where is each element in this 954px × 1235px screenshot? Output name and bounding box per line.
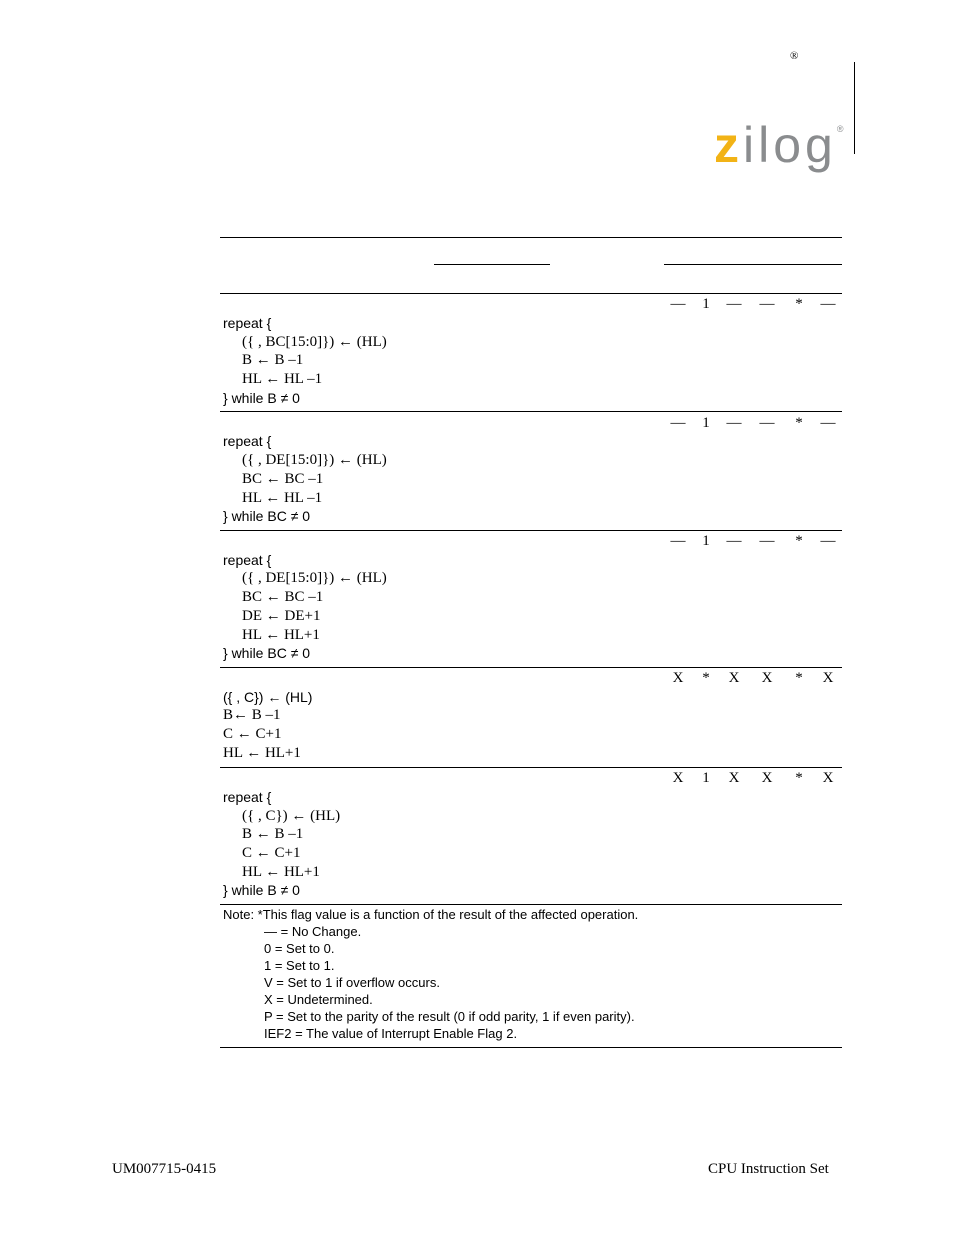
logo-letters: ilog bbox=[743, 117, 837, 173]
flag-cell: * bbox=[702, 670, 710, 686]
flag-cell: — bbox=[759, 533, 775, 549]
note-intro: Note: *This flag value is a function of the result of the affected operation. bbox=[223, 907, 639, 922]
operation-line: B ← B –1 bbox=[242, 826, 304, 842]
flag-cell: — bbox=[759, 415, 775, 431]
flag-cell: — bbox=[726, 296, 742, 312]
operation-line: ({ , DE[15:0]}) ← (HL) bbox=[242, 570, 387, 586]
flag-cell: 1 bbox=[702, 415, 710, 431]
operation-line: BC ← BC –1 bbox=[242, 471, 324, 487]
flag-cell: — bbox=[670, 296, 686, 312]
operation-line: repeat { bbox=[223, 315, 272, 331]
operation-line: HL ← HL –1 bbox=[242, 371, 323, 387]
flag-cell: X bbox=[728, 770, 740, 786]
operation-line: HL ← HL+1 bbox=[223, 745, 301, 761]
flag-cell: 1 bbox=[702, 770, 710, 786]
note-item: IEF2 = The value of Interrupt Enable Flag 2. bbox=[264, 1026, 518, 1041]
flag-cell: * bbox=[795, 533, 803, 549]
flag-cell: 1 bbox=[702, 296, 710, 312]
operation-line: C ← C+1 bbox=[223, 726, 282, 742]
operation-line: ({ , C}) ← (HL) bbox=[242, 808, 341, 824]
operation-line: ({ , DE[15:0]}) ← (HL) bbox=[242, 452, 387, 468]
flag-cell: X bbox=[761, 770, 773, 786]
row-divider bbox=[220, 767, 842, 768]
table-header-subrule-left bbox=[434, 264, 550, 265]
flag-cell: — bbox=[820, 533, 836, 549]
flag-cell: — bbox=[726, 415, 742, 431]
flag-cell: X bbox=[761, 670, 773, 686]
flag-cell: * bbox=[795, 670, 803, 686]
operation-line: B← B –1 bbox=[223, 707, 281, 723]
header-divider bbox=[854, 62, 855, 154]
flag-cell: * bbox=[795, 770, 803, 786]
row-divider bbox=[220, 667, 842, 668]
row-divider bbox=[220, 530, 842, 531]
flag-cell: — bbox=[670, 533, 686, 549]
row-divider bbox=[220, 904, 842, 905]
operation-line: repeat { bbox=[223, 433, 272, 449]
logo-letter-z: z bbox=[714, 117, 743, 173]
note-item: V = Set to 1 if overflow occurs. bbox=[264, 975, 440, 990]
flag-cell: — bbox=[726, 533, 742, 549]
flag-cell: X bbox=[822, 770, 834, 786]
footer-doc-number: UM007715-0415 bbox=[112, 1161, 217, 1177]
note-item: — = No Change. bbox=[264, 924, 362, 939]
note-item: X = Undetermined. bbox=[264, 992, 373, 1007]
operation-line: B ← B –1 bbox=[242, 352, 304, 368]
note-item: P = Set to the parity of the result (0 if odd parity, 1 if even parity). bbox=[264, 1009, 635, 1024]
flag-cell: — bbox=[820, 415, 836, 431]
table-top-rule bbox=[220, 237, 842, 238]
note-item: 1 = Set to 1. bbox=[264, 958, 335, 973]
operation-line: } while B ≠ 0 bbox=[223, 882, 300, 898]
operation-line: } while B ≠ 0 bbox=[223, 390, 300, 406]
registered-mark: ® bbox=[790, 50, 799, 62]
flag-cell: X bbox=[822, 670, 834, 686]
operation-line: } while BC ≠ 0 bbox=[223, 645, 311, 661]
operation-line: DE ← DE+1 bbox=[242, 608, 321, 624]
flag-cell: 1 bbox=[702, 533, 710, 549]
note-item: 0 = Set to 0. bbox=[264, 941, 335, 956]
table-header-subrule-right bbox=[664, 264, 842, 265]
operation-line: ({ , BC[15:0]}) ← (HL) bbox=[242, 334, 387, 350]
operation-line: HL ← HL+1 bbox=[242, 864, 320, 880]
flag-cell: X bbox=[672, 770, 684, 786]
footer-section-title: CPU Instruction Set bbox=[708, 1161, 829, 1177]
flag-cell: — bbox=[759, 296, 775, 312]
row-divider bbox=[220, 411, 842, 412]
flag-cell: X bbox=[672, 670, 684, 686]
flag-cell: * bbox=[795, 296, 803, 312]
logo-trademark: ® bbox=[836, 124, 844, 134]
operation-line: } while BC ≠ 0 bbox=[223, 508, 311, 524]
zilog-logo bbox=[714, 104, 844, 173]
operation-line: ({ , C}) ← (HL) bbox=[223, 689, 313, 705]
operation-line: HL ← HL –1 bbox=[242, 490, 323, 506]
table-bottom-rule bbox=[220, 1047, 842, 1048]
operation-line: BC ← BC –1 bbox=[242, 589, 324, 605]
operation-line: HL ← HL+1 bbox=[242, 627, 320, 643]
flag-cell: — bbox=[820, 296, 836, 312]
operation-line: C ← C+1 bbox=[242, 845, 301, 861]
table-header-bottom-rule bbox=[220, 293, 842, 294]
operation-line: repeat { bbox=[223, 789, 272, 805]
operation-line: repeat { bbox=[223, 552, 272, 568]
flag-cell: * bbox=[795, 415, 803, 431]
flag-cell: — bbox=[670, 415, 686, 431]
flag-cell: X bbox=[728, 670, 740, 686]
